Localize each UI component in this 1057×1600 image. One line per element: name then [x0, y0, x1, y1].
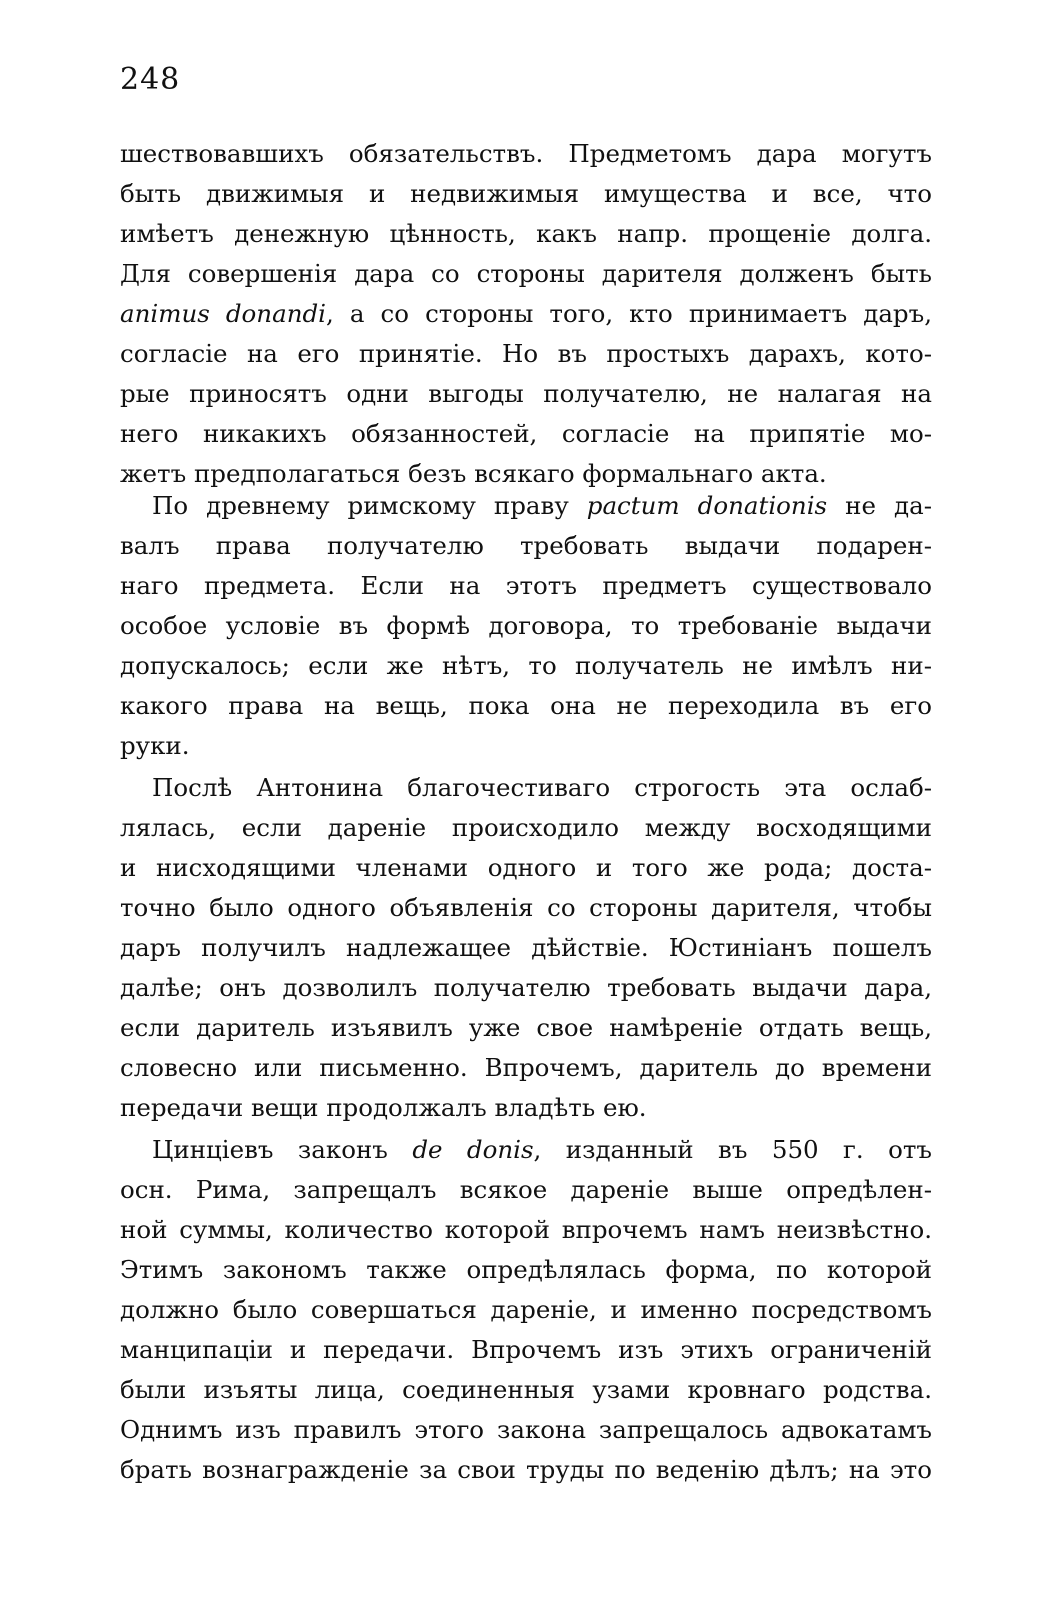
paragraph-3 — [120, 768, 932, 1128]
text-line: точно было одного объявленія со стороны дарителя, чтобы — [120, 893, 932, 922]
text-line: наго предмета. Если на этотъ предметъ существовало — [120, 571, 932, 600]
text-line: Однимъ изъ правилъ этого закона запрещалось адвокатамъ — [120, 1415, 932, 1444]
text-line: должно было совершаться дареніе, и именно посредствомъ — [120, 1295, 932, 1324]
text-line: манципаціи и передачи. Впрочемъ изъ этихъ ограниченій — [120, 1335, 932, 1364]
text-line: какого права на вещь, пока она не переходила въ его — [120, 691, 932, 720]
text-line: передачи вещи продолжалъ владѣть ею. — [120, 1093, 647, 1122]
latin-term: pactum donationis — [586, 491, 828, 520]
paragraph-2 — [120, 486, 932, 766]
text-line: animus donandi, а со стороны того, кто принимаетъ даръ, — [120, 299, 932, 328]
text-line: Этимъ закономъ также опредѣлялась форма, по которой — [120, 1255, 932, 1284]
paragraph-4 — [120, 1130, 932, 1490]
text-line: руки. — [120, 731, 190, 760]
text-line: Послѣ Антонина благочестиваго строгость эта ослаб- — [152, 773, 932, 802]
text-line: Для совершенія дара со стороны дарителя долженъ быть — [120, 259, 932, 288]
paragraph-1 — [120, 134, 932, 494]
text-line: особое условіе въ формѣ договора, то требованіе выдачи — [120, 611, 932, 640]
text-line: жетъ предполагаться безъ всякаго формальнаго акта. — [120, 459, 827, 488]
latin-term: de donis — [412, 1135, 534, 1164]
text-line: лялась, если дареніе происходило между восходящими — [120, 813, 932, 842]
text-line: него никакихъ обязанностей, согласіе на припятіе мо- — [120, 419, 932, 448]
text-line: валъ права получателю требовать выдачи подарен- — [120, 531, 932, 560]
text-line: По древнему римскому праву pactum donationis не да- — [152, 491, 932, 520]
text-line: брать вознагражденіе за свои труды по веденію дѣлъ; на это — [120, 1455, 932, 1484]
text-line: были изъяты лица, соединенныя узами кровнаго родства. — [120, 1375, 932, 1404]
text-line: рые приносятъ одни выгоды получателю, не налагая на — [120, 379, 932, 408]
text-line: и нисходящими членами одного и того же рода; доста- — [120, 853, 932, 882]
text-line: быть движимыя и недвижимыя имущества и все, что — [120, 179, 932, 208]
text-line: если даритель изъявилъ уже свое намѣреніе отдать вещь, — [120, 1013, 932, 1042]
text-line: Цинціевъ законъ de donis, изданный въ 550 г. отъ — [152, 1135, 932, 1164]
page-number: 248 — [120, 62, 181, 97]
text-line: согласіе на его принятіе. Но въ простыхъ дарахъ, кото- — [120, 339, 932, 368]
text-line: осн. Рима, запрещалъ всякое дареніе выше опредѣлен- — [120, 1175, 932, 1204]
text-line: имѣетъ денежную цѣнность, какъ напр. прощеніе долга. — [120, 219, 932, 248]
text-line: даръ получилъ надлежащее дѣйствіе. Юстиніанъ пошелъ — [120, 933, 932, 962]
text-line: далѣе; онъ дозволилъ получателю требовать выдачи дара, — [120, 973, 932, 1002]
text-line: словесно или письменно. Впрочемъ, даритель до времени — [120, 1053, 932, 1082]
text-line: шествовавшихъ обязательствъ. Предметомъ дара могутъ — [120, 139, 932, 168]
text-line: допускалось; если же нѣтъ, то получатель не имѣлъ ни- — [120, 651, 932, 680]
text-line: ной суммы, количество которой впрочемъ намъ неизвѣстно. — [120, 1215, 932, 1244]
latin-term: animus donandi — [120, 299, 326, 328]
